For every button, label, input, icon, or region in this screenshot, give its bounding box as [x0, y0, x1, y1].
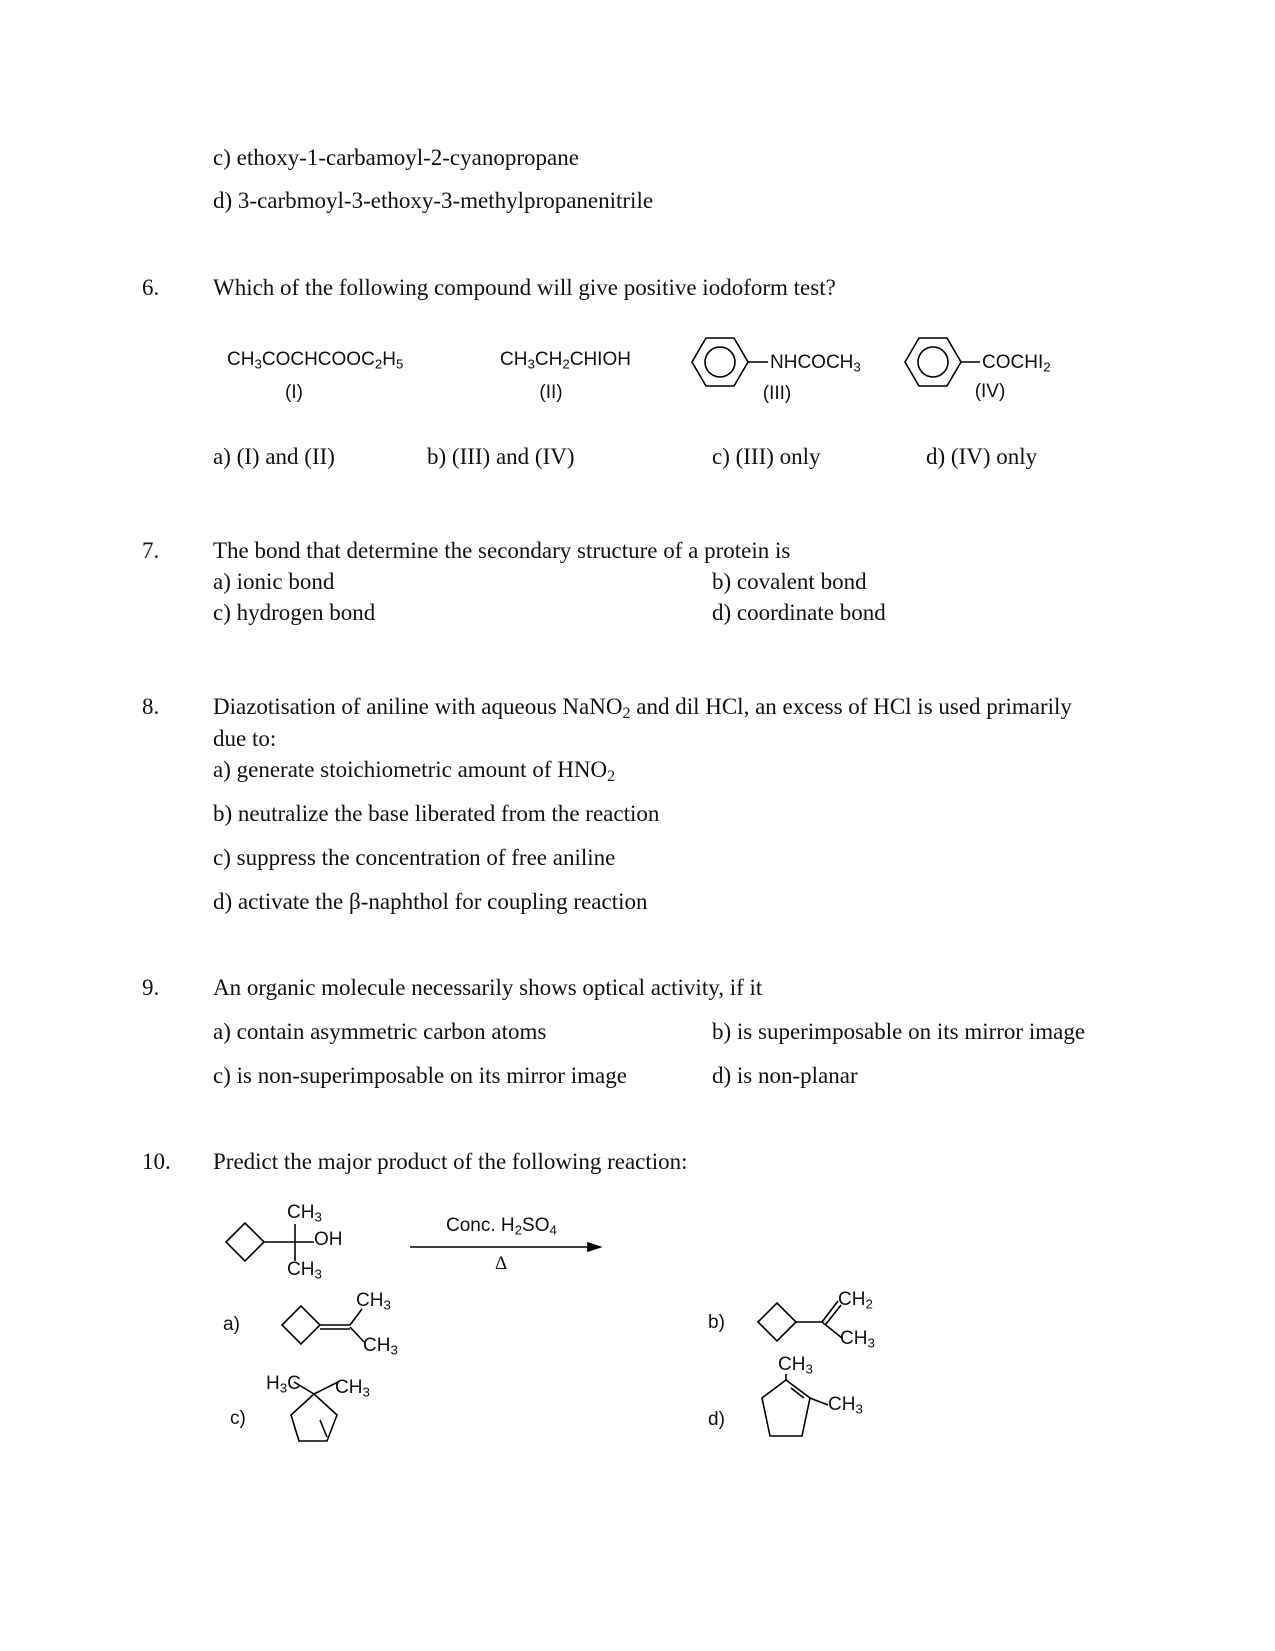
q9-question: An organic molecule necessarily shows optical activity, if it [213, 975, 763, 1000]
q9-option-d: d) is non-planar [712, 1063, 858, 1088]
q6-option-a: a) (I) and (II) [213, 444, 335, 469]
compound-2-formula: $CH_3CH_2CHIOH$ [500, 349, 631, 372]
q9-option-b: b) is superimposable on its mirror image [712, 1019, 1086, 1044]
q7-option-d: d) coordinate bond [712, 600, 886, 625]
q6-question: Which of the following compound will give positive iodoform test? [213, 275, 836, 300]
product-b-structure [758, 1301, 842, 1341]
q10-option-d-label: d) [708, 1409, 725, 1430]
product-c-structure [291, 1382, 338, 1441]
compound-2-label: (II) [539, 382, 563, 403]
q10-number: 10. [142, 1149, 171, 1174]
benzene-ring-iv [905, 338, 980, 386]
product-a-top-methyl: $CH_3$ [356, 1290, 391, 1313]
reactant-top-methyl: $CH_3$ [287, 1202, 322, 1225]
product-d-right-methyl: $CH_3$ [828, 1394, 863, 1417]
q8-question: Diazotisation of aniline with aqueous NaNO$_2$ and dil HCl, an excess of HCl is used primarily [213, 694, 1072, 723]
compound-3-substituent: $NHCOCH_3$ [770, 352, 861, 375]
reactant-structure [226, 1223, 314, 1261]
product-a-structure [282, 1306, 364, 1344]
q10-option-a-label: a) [223, 1314, 240, 1335]
q8-number: 8. [142, 694, 160, 719]
q10-question: Predict the major product of the following reaction: [213, 1149, 688, 1174]
product-b-methyl: $CH_3$ [840, 1328, 875, 1351]
q8-question-line2: due to: [213, 726, 277, 751]
compound-4-label: (IV) [974, 381, 1006, 402]
q7-number: 7. [142, 538, 160, 563]
q7-question: The bond that determine the secondary structure of a protein is [213, 538, 791, 563]
reaction-condition-heat: Δ [495, 1253, 508, 1274]
product-d-structure [762, 1374, 828, 1436]
q8-option-b: b) neutralize the base liberated from the reaction [213, 801, 660, 826]
reactant-hydroxyl: OH [314, 1229, 343, 1250]
product-d-top-methyl: $CH_3$ [778, 1354, 813, 1377]
q6-option-c: c) (III) only [712, 444, 821, 469]
reagent-label: Conc. $H_2SO_4$ [446, 1215, 557, 1238]
compound-3-label: (III) [762, 383, 792, 404]
q8-option-d: d) activate the β-naphthol for coupling reaction [213, 889, 648, 914]
q5-option-d: d) 3-carbmoyl-3-ethoxy-3-methylpropanenitrile [213, 188, 654, 213]
product-b-methylene: $CH_2$ [838, 1289, 873, 1312]
reactant-bottom-methyl: $CH_3$ [287, 1259, 322, 1282]
q6-option-d: d) (IV) only [926, 444, 1038, 469]
compound-1-formula: $CH_3COCHCOOC_2H_5$ [227, 349, 404, 372]
q5-option-c: c) ethoxy-1-carbamoyl-2-cyanopropane [213, 145, 579, 170]
q8-option-c: c) suppress the concentration of free aniline [213, 845, 616, 870]
q6-number: 6. [142, 275, 160, 300]
q8-option-a: a) generate stoichiometric amount of $HNO_2$ [213, 757, 616, 786]
q6-option-b: b) (III) and (IV) [427, 444, 575, 469]
product-c-left-methyl: $H_3C$ [266, 1373, 301, 1396]
q7-option-b: b) covalent bond [712, 569, 867, 594]
q7-option-c: c) hydrogen bond [213, 600, 376, 625]
q7-option-a: a) ionic bond [213, 569, 335, 594]
q9-option-c: c) is non-superimposable on its mirror image [213, 1063, 627, 1088]
q9-option-a: a) contain asymmetric carbon atoms [213, 1019, 547, 1044]
product-c-right-methyl: $CH_3$ [335, 1377, 370, 1400]
reaction-arrow [410, 1243, 600, 1251]
q10-option-c-label: c) [230, 1408, 246, 1429]
product-a-bottom-methyl: $CH_3$ [363, 1335, 398, 1358]
benzene-ring-iii [692, 338, 768, 386]
compound-1-label: (I) [285, 382, 303, 403]
q9-number: 9. [142, 975, 160, 1000]
q10-option-b-label: b) [708, 1312, 725, 1333]
compound-4-substituent: $COCHI_2$ [982, 352, 1051, 375]
